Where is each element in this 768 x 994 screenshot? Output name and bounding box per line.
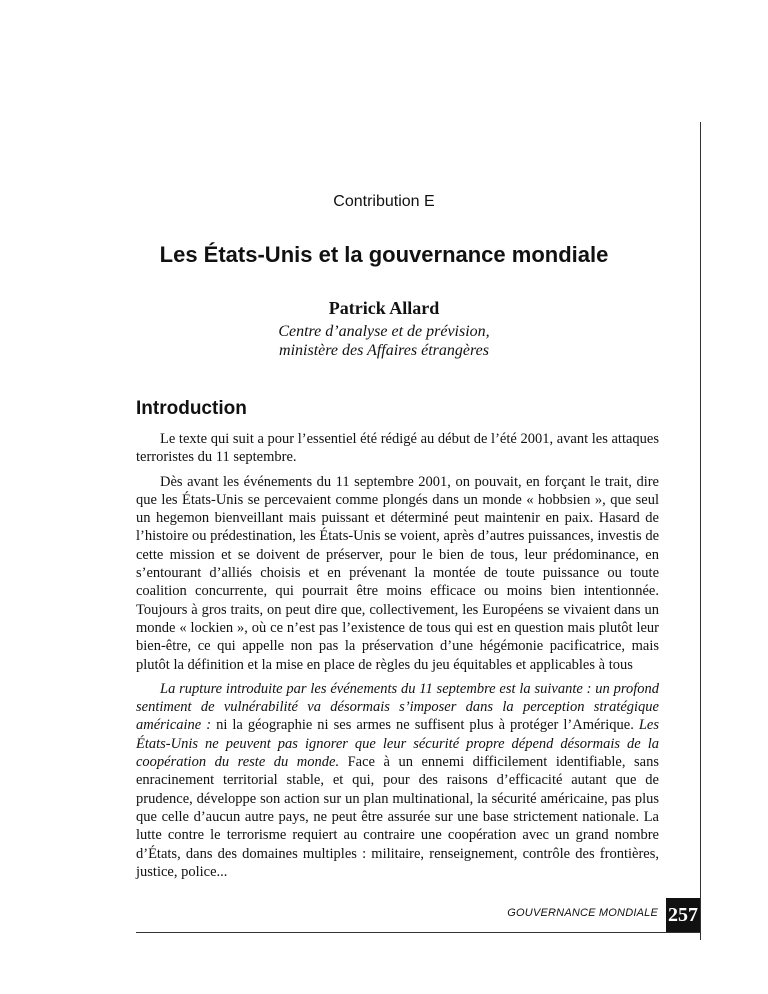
paragraph-3-text-2: Face à un ennemi difficilement identifiable, sans enracinement territorial stable, et qui, pour des raisons d’efficacité autant que de prudence, développe son action sur un plan multinational, la sécurité américaine, pas plus que celle d’aucun autre pays, ne peut être assurée sur une base strictement nationale. La lutte contre le terrorisme requiert au contraire une coopération avec un grand nombre d’États, dans des domaines multiples : militaire, renseignement, contrôle des frontières, justice, police... [136,754,659,880]
paragraph-3-italic-2: Les États-Unis ne peuvent pas ignorer que leur sécurité propre dépend désormais de la coopération du reste du monde. [136,717,659,771]
contribution-label: Contribution E [333,193,435,210]
body-text [136,430,659,887]
running-footer: GOUVERNANCE MONDIALE [507,907,658,919]
article-title: Les États-Unis et la gouvernance mondiale [159,242,609,267]
author-affiliation [0,322,768,360]
paragraph-3 [136,680,659,881]
author-name: Patrick Allard [328,298,440,318]
affiliation-line-2: ministère des Affaires étrangères [279,342,489,359]
paragraph-3-italic-1: La rupture introduite par les événements du 11 septembre est la suivante : un profond sentiment de vulnérabilité va désormais s’imposer dans la perception stratégique américaine : [136,680,659,734]
paragraph-1: Le texte qui suit a pour l’essentiel été rédigé au début de l’été 2001, avant les attaques terroristes du 11 septembre. [136,431,659,466]
page-number: 257 [666,898,700,932]
affiliation-line-1: Centre d’analyse et de prévision, [278,323,490,340]
paragraph-2: Dès avant les événements du 11 septembre 2001, on pouvait, en forçant le trait, dire que les États-Unis se percevaient comme plongés dans un monde « hobbsien », que seul un hegemon bienveillant mais puissant et déterminé peut maintenir en paix. Hasard de l’histoire ou prédestination, les États-Unis se voient, après d’autres puissances, investis de cette mission et se doivent de préserver, pour le bien de tous, leur prédominance, en s’entourant d’alliés choisis et en prévenant la montée de toute puissance ou toute coalition concurrente, qui pourrait être moins efficace ou moins bien intentionnée. Toujours à gros traits, on peut dire que, collectivement, les Européens se vivaient dans un monde « lockien », où ce n’est pas l’existence de tous qui est en question mais plutôt leur bien-être, ce qui appelle non pas la préservation d’une hégémonie pacificatrice, mais plutôt la définition et la mise en place de règles du jeu équitables et applicables à tous [136,473,659,673]
section-heading: Introduction [136,398,247,419]
paragraph-3-text-1: ni la géographie ni ses armes ne suffisent plus à protéger l’Amérique. [211,717,639,734]
footer-rule [136,932,701,933]
